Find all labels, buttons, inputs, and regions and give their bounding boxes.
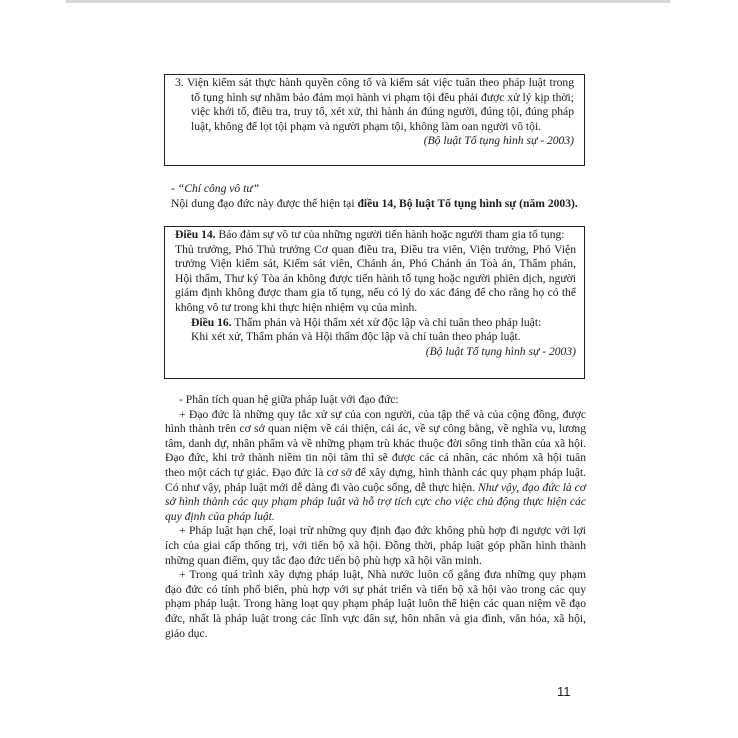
analysis-paragraph-1 — [165, 408, 586, 525]
section-intro — [165, 182, 586, 211]
intro-plain: Nội dung đạo đức này được thể hiện tại — [171, 196, 358, 210]
quote-box-articles-14-16 — [164, 226, 585, 379]
article-14-head: Bảo đảm sự vô tư của những người tiến hành hoặc người tham gia tố tụng: — [215, 228, 565, 241]
quote-source-2: (Bộ luật Tố tụng hình sự - 2003) — [425, 344, 576, 358]
article-16-title: Điều 16. — [191, 315, 232, 329]
quote-box-article-3 — [164, 74, 585, 166]
analysis-p1-text: + Đạo đức là những quy tắc xử sự của con người, của tập thể và của cộng đồng, được hình thành trên cơ sở quan niệm về cái thiện, cái ác, về sự công bằng, về nghĩa vụ, lương tâm, danh dự, nhân phẩm và về những phạm trù khác thuộc đời sống tinh thần của xã hội. Đạo đức, khi trở thành niềm tin nội tâm thì sẽ được các cá nhân, các nhóm xã hội tuân theo một cách tự giác. Đạo đức là cơ sở để xây dựng, hình thành các quy phạm pháp luật. Có như vậy, pháp luật mới dễ dàng đi vào cuộc sống, dễ thực hiện. — [165, 407, 586, 494]
analysis-section — [165, 393, 586, 641]
analysis-p1-italic: Như vậy, đạo đức là cơ sở hình thành các quy phạm pháp luật và hỗ trợ tích cực cho việc chủ động thực hiện các quy định của pháp luật. — [165, 480, 586, 523]
article-16-body: Khi xét xử, Thẩm phán và Hội thẩm độc lập và chỉ tuân theo pháp luật. — [191, 330, 521, 344]
section-intro-text — [165, 197, 586, 212]
analysis-paragraph-3: + Trong quá trình xây dựng pháp luật, Nhà nước luôn cố gắng đưa những quy phạm đạo đức có tính phổ biến, phù hợp với sự phát triển và tiến bộ xã hội vào trong các quy phạm pháp luật. Trong hàng loạt quy phạm pháp luật luôn thể hiện các quan niệm về đạo đức, nhất là pháp luật trong các lĩnh vực dân sự, hôn nhân và gia đình, văn hóa, xã hội, giáo dục. — [165, 568, 586, 640]
analysis-heading: - Phân tích quan hệ giữa pháp luật với đạo đức: — [179, 393, 399, 406]
article-16-heading — [175, 316, 576, 331]
article-14-body: Thủ trưởng, Phó Thủ trưởng Cơ quan điều tra, Điều tra viên, Viện trưởng, Phó Viện trưởng Viện kiểm sát, Kiểm sát viên, Chánh án, Phó Chánh án Toà án, Thẩm phán, Hội thẩm, Thư ký Tòa án không được tiến hành tố tụng hoặc người phiên dịch, người giám định không được tham gia tố tụng, nếu có lý do xác đáng để cho rằng họ có thể không vô tư trong khi thực hiện nhiệm vụ của mình. — [175, 242, 576, 314]
article-14-heading — [175, 228, 576, 243]
intro-bold: điều 14, Bộ luật Tố tụng hình sự (năm 2003). — [357, 196, 578, 210]
page-number: 11 — [557, 684, 571, 699]
quote-item-3: 3. Viện kiểm sát thực hành quyền công tố và kiểm sát việc tuân theo pháp luật trong tố tụng hình sự nhằm bảo đảm mọi hành vi phạm tội đều phải được xử lý kịp thời; việc khởi tố, điều tra, truy tố, xét xử, thi hành án đúng người, đúng tội, đúng pháp luật, không để lọt tội phạm và người phạm tội, không làm oan người vô tội. — [175, 76, 574, 133]
article-16-head: Thẩm phán và Hội thẩm xét xử độc lập và chỉ tuân theo pháp luật: — [231, 315, 542, 329]
section-heading: - “Chí công vô tư” — [171, 182, 260, 195]
article-14-title: Điều 14. — [175, 228, 216, 241]
analysis-paragraph-2: + Pháp luật hạn chế, loại trừ những quy định đạo đức không phù hợp đi ngược với lợi ích của giai cấp thống trị, với tiến bộ xã hội. Đồng thời, pháp luật góp phần hình thành những quan điểm, quy tắc đạo đức tiến bộ phù hợp xã hội văn minh. — [165, 524, 586, 567]
quote-source: (Bộ luật Tố tụng hình sự - 2003) — [423, 134, 574, 148]
